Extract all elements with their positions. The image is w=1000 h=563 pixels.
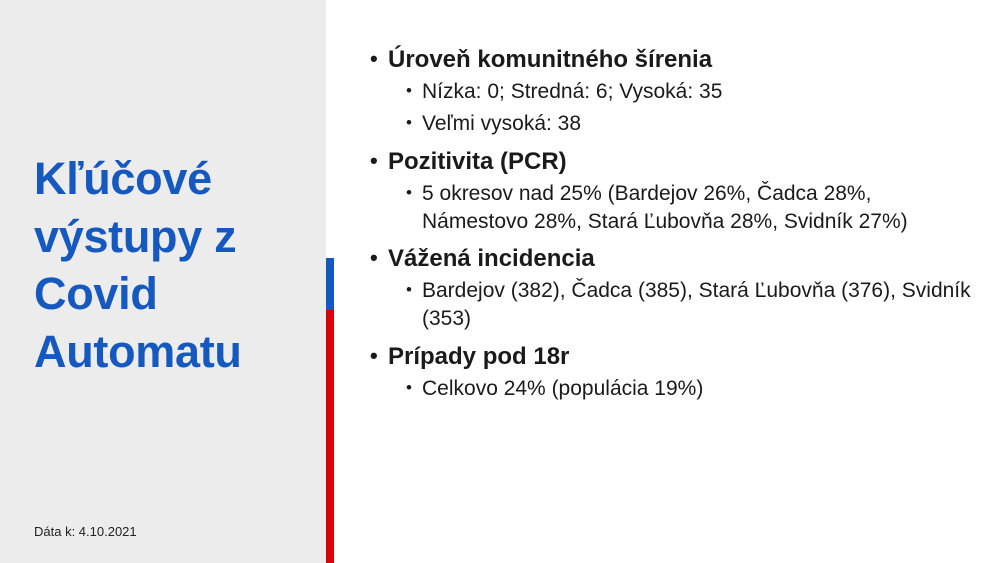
outline-heading [366,44,976,75]
list-item [366,78,976,106]
outline-heading [366,243,976,274]
bullet-icon: • [406,280,412,300]
title-panel [0,0,326,563]
bullet-icon: • [406,182,412,202]
outline-sublist [366,180,976,235]
list-item-label: Veľmi vysoká: 38 [422,111,582,135]
bullet-icon: • [406,378,412,398]
bullet-icon: • [370,245,378,271]
outline-sublist [366,375,976,403]
list-item [366,375,976,403]
outline-group [366,146,976,236]
outline-heading [366,341,976,372]
list-item-label: Nízka: 0; Stredná: 6; Vysoká: 35 [422,80,723,104]
outline-heading-label: Pozitivita (PCR) [388,147,567,175]
list-item-label: Bardejov (382), Čadca (385), Stará Ľubovňa (376), Svidník (353) [422,279,971,331]
list-item-label: Celkovo 24% (populácia 19%) [422,377,704,401]
outline-group [366,341,976,403]
outline-heading-label: Prípady pod 18r [388,342,570,370]
page-title: Kľúčové výstupy z Covid Automatu [34,153,242,377]
list-item-label: 5 okresov nad 25% (Bardejov 26%, Čadca 28%, Námestovo 28%, Stará Ľubovňa 28%, Svidník 27%) [422,181,908,233]
content-area [326,0,1000,563]
outline-sublist [366,277,976,332]
outline-sublist [366,78,976,137]
outline-group [366,44,976,138]
bullet-icon: • [406,112,412,132]
data-date-note: Dáta k: 4.10.2021 [34,524,137,539]
outline-heading [366,146,976,177]
outline-heading-label: Úroveň komunitného šírenia [388,46,713,73]
outline-list [366,44,976,403]
bullet-icon: • [370,147,378,173]
bullet-icon: • [406,81,412,101]
list-item [366,110,976,138]
list-item [366,277,976,332]
outline-heading-label: Vážená incidencia [388,245,595,273]
list-item [366,180,976,235]
outline-group [366,243,976,333]
bullet-icon: • [370,46,378,71]
bullet-icon: • [370,342,378,368]
